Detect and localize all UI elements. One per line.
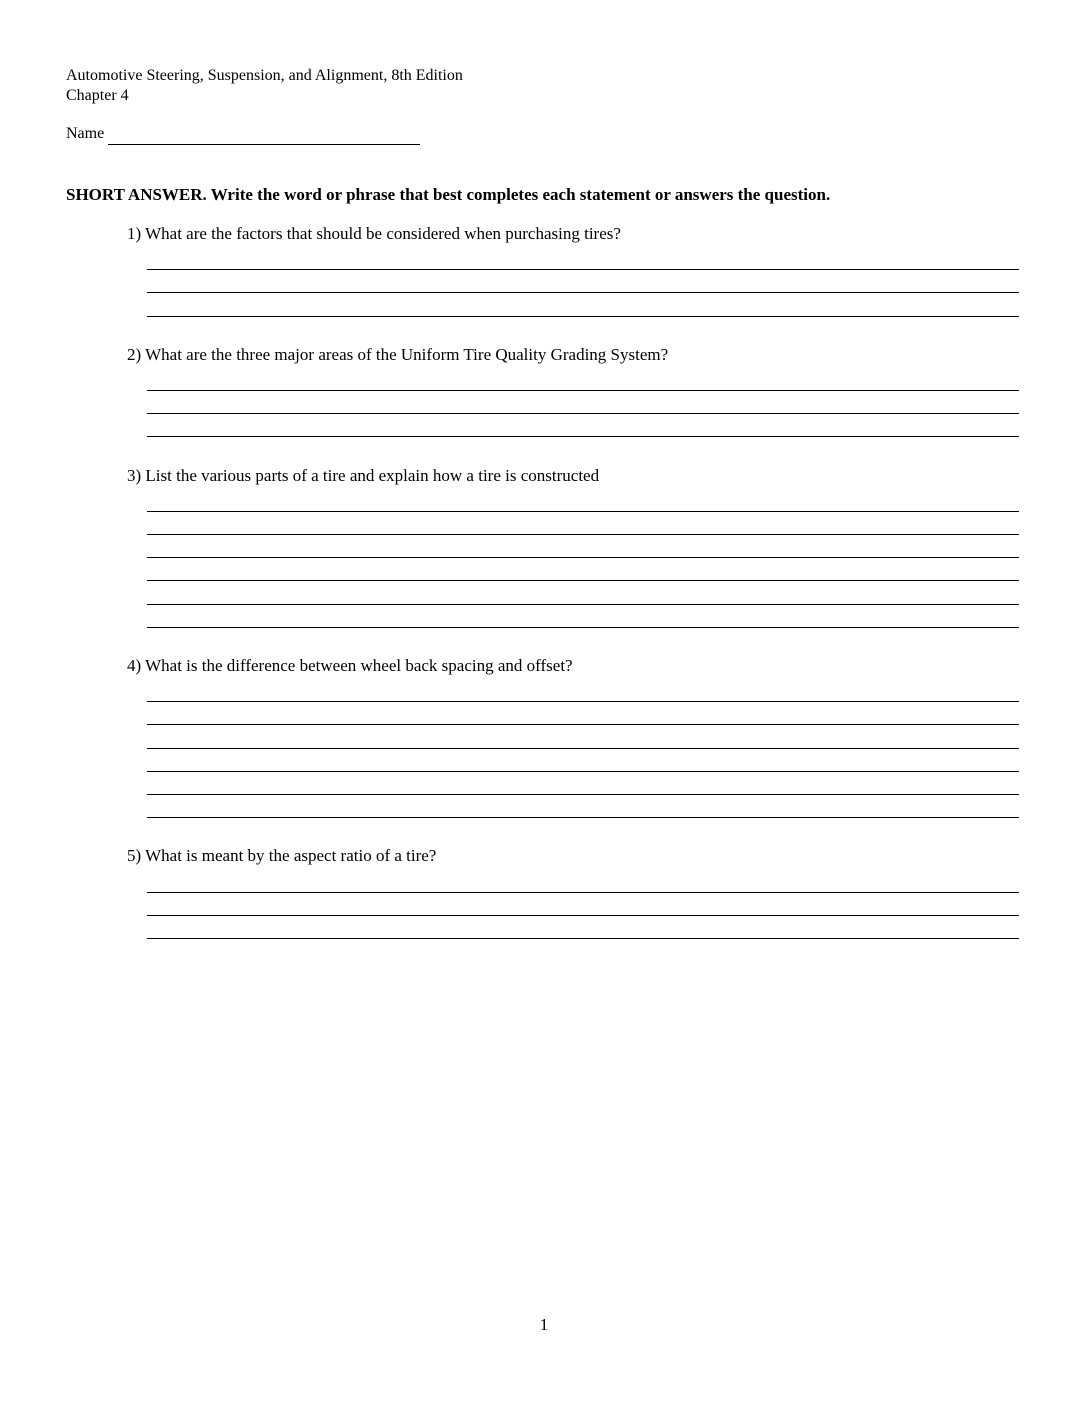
answer-line[interactable] (147, 557, 1019, 558)
answer-line[interactable] (147, 269, 1019, 270)
answer-line[interactable] (147, 915, 1019, 916)
page-number: 1 (539, 1315, 549, 1334)
question-5: 5) What is meant by the aspect ratio of a tire? (127, 846, 437, 865)
answer-line[interactable] (147, 771, 1019, 772)
answer-line[interactable] (147, 817, 1019, 818)
question-1: 1) What are the factors that should be considered when purchasing tires? (127, 224, 621, 243)
answer-line[interactable] (147, 604, 1019, 605)
question-4: 4) What is the difference between wheel back spacing and offset? (127, 656, 573, 675)
answer-line[interactable] (147, 413, 1019, 414)
answer-line[interactable] (147, 724, 1019, 725)
book-title: Automotive Steering, Suspension, and Alignment, 8th Edition (66, 67, 463, 84)
answer-line[interactable] (147, 701, 1019, 702)
answer-line[interactable] (147, 390, 1019, 391)
chapter-label: Chapter 4 (66, 87, 129, 104)
answer-line[interactable] (147, 748, 1019, 749)
answer-line[interactable] (147, 794, 1019, 795)
answer-line[interactable] (147, 292, 1019, 293)
question-2: 2) What are the three major areas of the Uniform Tire Quality Grading System? (127, 345, 669, 364)
section-instructions: SHORT ANSWER. Write the word or phrase that best completes each statement or answers the question. (66, 185, 831, 204)
answer-line[interactable] (147, 580, 1019, 581)
answer-line[interactable] (147, 534, 1019, 535)
answer-line[interactable] (147, 316, 1019, 317)
name-label: Name (66, 125, 105, 142)
answer-line[interactable] (147, 892, 1019, 893)
name-field-underline[interactable] (108, 144, 420, 145)
question-3: 3) List the various parts of a tire and explain how a tire is constructed (127, 466, 600, 485)
answer-line[interactable] (147, 938, 1019, 939)
answer-line[interactable] (147, 511, 1019, 512)
answer-line[interactable] (147, 436, 1019, 437)
answer-line[interactable] (147, 627, 1019, 628)
